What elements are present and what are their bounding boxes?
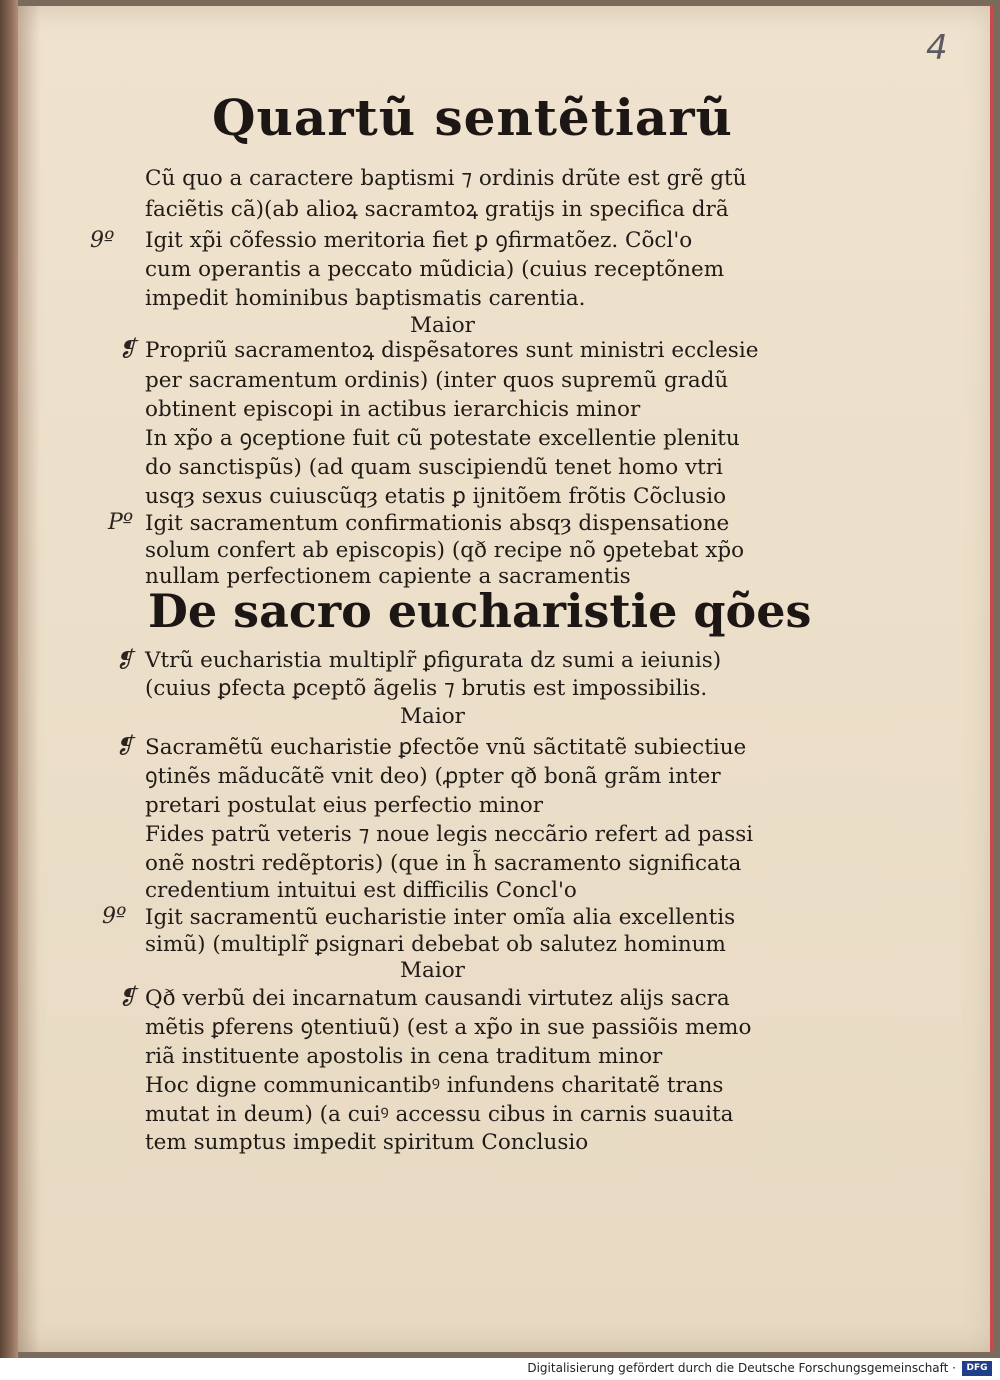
paragraph-mark: ❡ [118, 985, 137, 1010]
text-line: pretari postulat eius perfectio minor [145, 793, 544, 818]
text-line: (cuius ꝑfecta ꝑceptõ ãgelis ⁊ brutis est impossibilis. [145, 676, 708, 701]
dfg-logo[interactable]: DFG [962, 1361, 992, 1376]
text-line: Igit xp̃i cõfessio meritoria fiet ꝑ ꝯfirmatõez. Cõcl'o [145, 228, 693, 253]
section-label-maior: Maior [400, 958, 465, 983]
text-line: onẽ nostri redẽptoris) (que in h̃ sacramento significata [145, 851, 742, 876]
margin-marker: Pº [108, 510, 134, 535]
folio-number: 4 [926, 28, 948, 68]
text-line: nullam perfectionem capiente a sacramentis [145, 564, 631, 589]
margin-marker: 9º [90, 228, 115, 253]
text-line: Propriũ sacramentoꝝ dispẽsatores sunt ministri ecclesie [145, 338, 759, 363]
text-line: Igit sacramentum confirmationis absqȝ dispensatione [145, 511, 730, 536]
text-line: Hoc digne communicantibꝰ infundens charitatẽ trans [145, 1073, 724, 1098]
text-line: Fides patrũ veteris ⁊ noue legis neccãrio refert ad passi [145, 822, 754, 847]
text-line: mutat in deum) (a cuiꝰ accessu cibus in carnis suauita [145, 1102, 734, 1127]
section-label-maior: Maior [400, 704, 465, 729]
paragraph-mark: ❡ [115, 734, 134, 759]
book-binding-edge [0, 0, 18, 1358]
paragraph-mark: ❡ [115, 648, 134, 673]
footer-bar [0, 1358, 1000, 1380]
text-line: credentium intuitui est difficilis Concl'o [145, 878, 577, 903]
text-line: mẽtis ꝑferens ꝯtentiuũ) (est a xp̃o in sue passiõis memo [145, 1015, 752, 1040]
text-line: riã instituente apostolis in cena traditum minor [145, 1044, 663, 1069]
page-red-edge [990, 6, 994, 1352]
text-line: obtinent episcopi in actibus ierarchicis minor [145, 397, 641, 422]
section-heading: De sacro eucharistie qões [148, 584, 812, 638]
text-line: impedit hominibus baptismatis carentia. [145, 286, 586, 311]
text-line: Sacramẽtũ eucharistie ꝑfectõe vnũ sãctitatẽ subiectiue [145, 735, 747, 760]
page-title: Quartũ sentẽtiarũ [212, 88, 733, 147]
text-line: solum confert ab episcopis) (qð recipe nõ ꝯpetebat xp̃o [145, 538, 745, 563]
text-line: Qð verbũ dei incarnatum causandi virtutez alijs sacra [145, 986, 730, 1011]
section-label-maior: Maior [410, 313, 475, 338]
text-line: cum operantis a peccato mũdicia) (cuius receptõnem [145, 257, 725, 282]
text-line: Igit sacramentũ eucharistie inter omĩa alia excellentis [145, 905, 736, 930]
text-line: per sacramentum ordinis) (inter quos supremũ gradũ [145, 368, 729, 393]
text-line: Vtrũ eucharistia multiplr̃ ꝑfigurata dz sumi a ieiunis) [145, 648, 722, 673]
text-line: Cũ quo a caractere baptismi ⁊ ordinis drũte est grẽ gtũ [145, 166, 747, 191]
text-line: ꝯtinẽs mãducãtẽ vnit deo) (ꝓpter qð bonã grãm inter [145, 764, 721, 789]
text-line: do sanctispũs) (ad quam suscipiendũ tenet homo vtri [145, 455, 723, 480]
text-line: usqȝ sexus cuiuscũqȝ etatis ꝑ ijnitõem frõtis Cõclusio [145, 484, 727, 509]
text-line: In xp̃o a ꝯceptione fuit cũ potestate excellentie plenitu [145, 426, 740, 451]
paragraph-mark: ❡ [118, 337, 137, 362]
margin-marker: 9º [102, 904, 127, 929]
text-line: tem sumptus impedit spiritum Conclusio [145, 1130, 589, 1155]
funding-notice: Digitalisierung gefördert durch die Deutsche Forschungsgemeinschaft · [527, 1361, 956, 1375]
text-line: faciẽtis cã)(ab alioꝝ sacramtoꝝ gratijs in specifica drã [145, 197, 729, 222]
text-line: simũ) (multiplr̃ ꝑsignari debebat ob salutez hominum [145, 932, 726, 957]
